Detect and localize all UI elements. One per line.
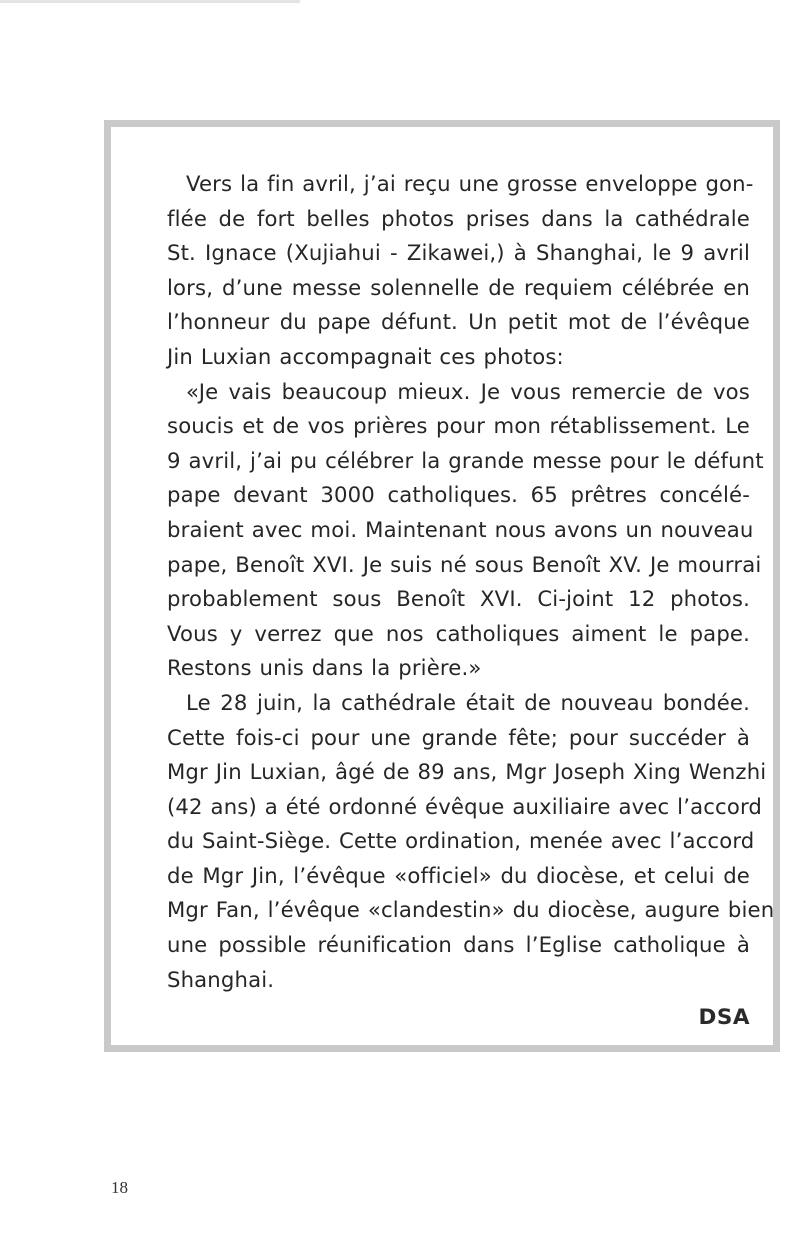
paragraph-ordination (148, 686, 775, 997)
text-line: pape devant 3000 catholiques. 65 prêtres concélé- (167, 482, 750, 508)
text-line: flée de fort belles photos prises dans la cathédrale (167, 205, 750, 231)
text-line: Vous y verrez que nos catholiques aiment le pape. (167, 620, 750, 646)
text-line: Cette fois-ci pour une grande fête; pour succéder à (167, 724, 750, 750)
text-line: Vers la fin avril, j’ai reçu une grosse enveloppe gon- (186, 171, 754, 196)
article-body (148, 167, 775, 1035)
text-line: Restons unis dans la prière.» (167, 655, 482, 681)
paragraph-envelope (148, 167, 754, 375)
author-signature: DSA (698, 1005, 750, 1031)
text-line: du Saint-Siège. Cette ordination, menée avec l’accord (167, 828, 755, 854)
text-line: Jin Luxian accompagnait ces photos: (167, 343, 564, 369)
text-line: (42 ans) a été ordonné évêque auxiliaire avec l’accord (167, 793, 763, 819)
text-line: 9 avril, j’ai pu célébrer la grande messe pour le défunt (167, 447, 764, 473)
text-line: l’honneur du pape défunt. Un petit mot de l’évêque (167, 309, 750, 335)
text-line: «Je vais beaucoup mieux. Je vous remercie de vos (186, 378, 750, 404)
text-line: Mgr Jin Luxian, âgé de 89 ans, Mgr Joseph Xing Wenzhi (167, 759, 767, 785)
article-frame (104, 120, 780, 1052)
text-line: soucis et de vos prières pour mon rétablissement. Le (167, 413, 750, 439)
text-line: de Mgr Jin, l’évêque «officiel» du diocèse, et celui de (167, 862, 750, 888)
text-line: une possible réunification dans l’Eglise catholique à (167, 932, 750, 958)
text-line: Mgr Fan, l’évêque «clandestin» du diocèse, augure bien (167, 897, 775, 923)
page-number: 18 (111, 1178, 128, 1197)
text-line: braient avec moi. Maintenant nous avons un nouveau (167, 516, 754, 542)
text-line: pape, Benoît XVI. Je suis né sous Benoît XV. Je mourrai (167, 551, 762, 577)
scan-edge-mark (0, 0, 300, 3)
text-line: lors, d’une messe solennelle de requiem célébrée en (167, 274, 750, 300)
text-line: St. Ignace (Xujiahui - Zikawei,) à Shanghai, le 9 avril (167, 240, 750, 266)
text-line: probablement sous Benoît XVI. Ci-joint 12 photos. (167, 586, 750, 612)
text-line: Le 28 juin, la cathédrale était de nouveau bondée. (186, 689, 750, 715)
paragraph-bishop-quote (148, 375, 764, 686)
text-line: Shanghai. (167, 966, 275, 992)
